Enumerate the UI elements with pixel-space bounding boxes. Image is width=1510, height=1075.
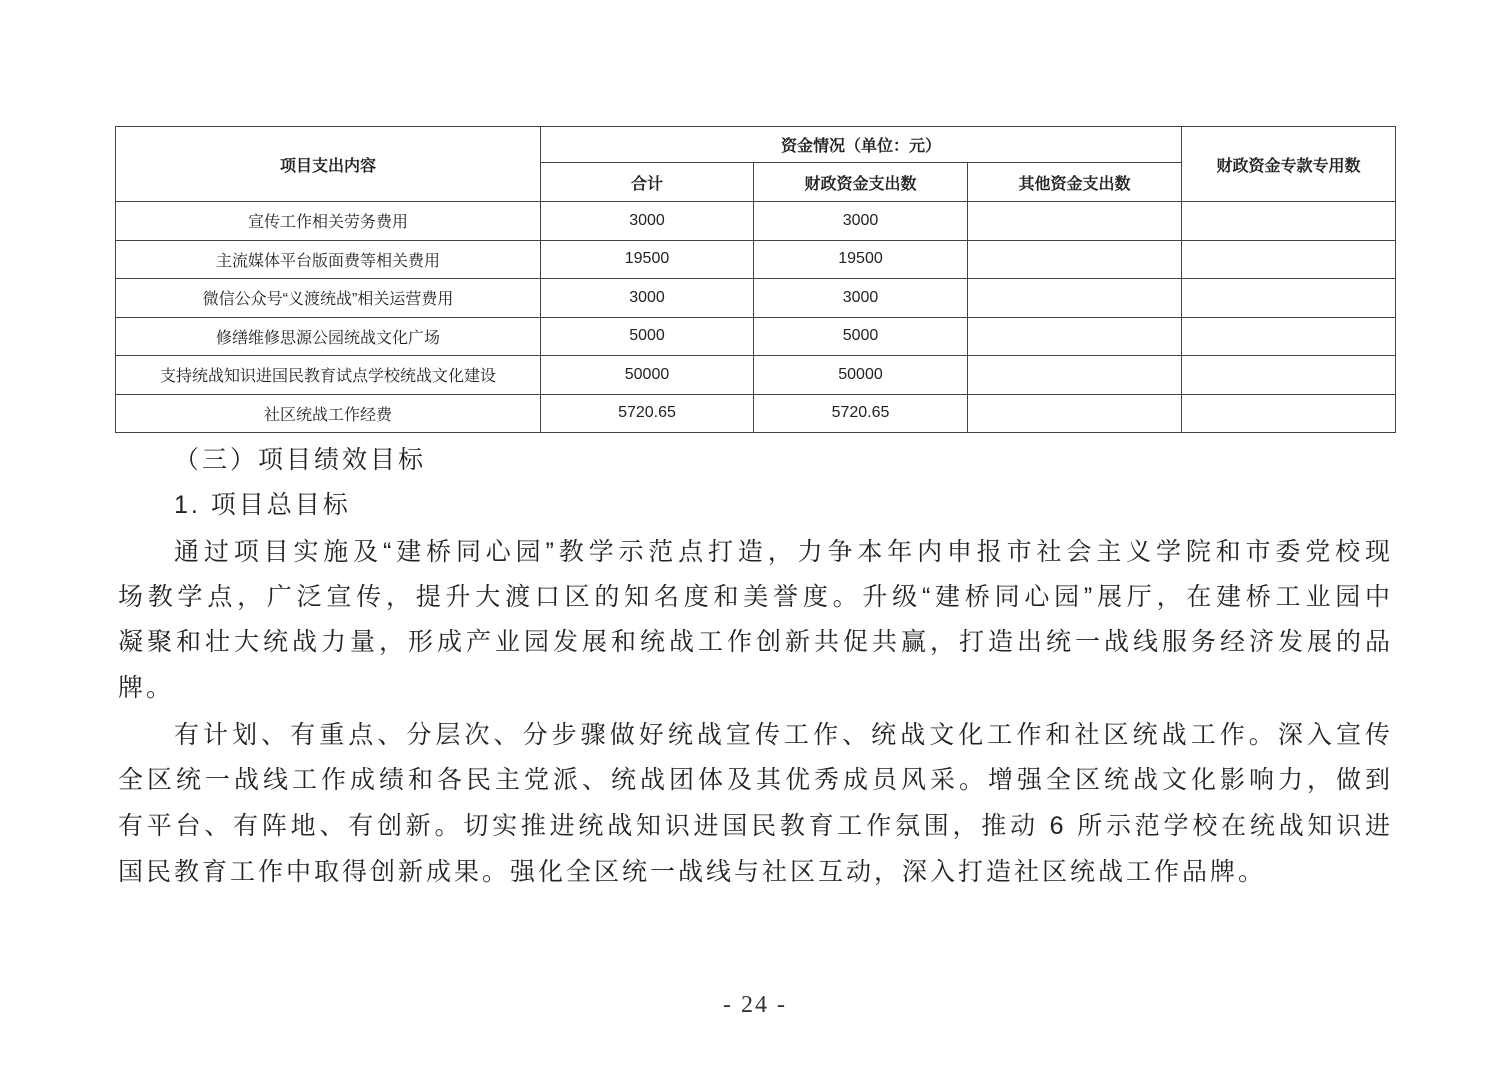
cell-special: [1182, 240, 1396, 279]
cell-total: 19500: [541, 240, 754, 279]
cell-item: 主流媒体平台版面费等相关费用: [116, 240, 541, 279]
table-row: [116, 394, 1396, 433]
table-row: [116, 240, 1396, 279]
paragraph-line: 全区统一战线工作成绩和各民主党派、统战团体及其优秀成员风采。增强全区统战文化影响力，做到: [118, 766, 1393, 794]
cell-item: 微信公众号“义渡统战”相关运营费用: [116, 279, 541, 318]
header-fiscal: 财政资金支出数: [754, 163, 968, 202]
table-row: [116, 356, 1396, 395]
cell-special: [1182, 202, 1396, 241]
cell-other: [968, 202, 1182, 241]
subheading: 1. 项目总目标: [174, 491, 351, 519]
section-heading: （三）项目绩效目标: [174, 446, 427, 474]
funding-table: [115, 126, 1396, 433]
paragraph-line: 凝聚和壮大统战力量，形成产业园发展和统战工作创新共促共赢，打造出统一战线服务经济发展的品: [118, 628, 1393, 656]
cell-fiscal: 3000: [754, 202, 968, 241]
cell-item: 宣传工作相关劳务费用: [116, 202, 541, 241]
cell-fiscal: 3000: [754, 279, 968, 318]
table-row: [116, 202, 1396, 241]
cell-other: [968, 240, 1182, 279]
paragraph-line: 有计划、有重点、分层次、分步骤做好统战宣传工作、统战文化工作和社区统战工作。深入宣传: [174, 721, 1393, 749]
cell-total: 5720.65: [541, 394, 754, 433]
cell-fiscal: 50000: [754, 356, 968, 395]
cell-item: 支持统战知识进国民教育试点学校统战文化建设: [116, 356, 541, 395]
cell-special: [1182, 356, 1396, 395]
header-other: 其他资金支出数: [968, 163, 1182, 202]
paragraph-line: 国民教育工作中取得创新成果。强化全区统一战线与社区互动，深入打造社区统战工作品牌。: [118, 858, 1267, 886]
cell-special: [1182, 279, 1396, 318]
cell-fiscal: 19500: [754, 240, 968, 279]
cell-other: [968, 317, 1182, 356]
cell-total: 50000: [541, 356, 754, 395]
cell-special: [1182, 394, 1396, 433]
table-row: [116, 279, 1396, 318]
paragraph-line: 牌。: [118, 674, 175, 702]
header-total: 合计: [541, 163, 754, 202]
paragraph-line: 场教学点，广泛宣传，提升大渡口区的知名度和美誉度。升级“建桥同心园”展厅，在建桥工业园中: [118, 583, 1393, 611]
cell-total: 3000: [541, 279, 754, 318]
cell-item: 修缮维修思源公园统战文化广场: [116, 317, 541, 356]
cell-fiscal: 5720.65: [754, 394, 968, 433]
page-number: - 24 -: [723, 992, 787, 1018]
cell-total: 5000: [541, 317, 754, 356]
header-special: 财政资金专款专用数: [1182, 127, 1396, 202]
cell-total: 3000: [541, 202, 754, 241]
header-item: 项目支出内容: [116, 127, 541, 202]
table-row: [116, 317, 1396, 356]
header-funds-group: 资金情况（单位：元）: [541, 127, 1182, 163]
cell-special: [1182, 317, 1396, 356]
paragraph-line: 有平台、有阵地、有创新。切实推进统战知识进国民教育工作氛围，推动 6 所示范学校在统战知识进: [118, 812, 1393, 840]
cell-other: [968, 394, 1182, 433]
cell-other: [968, 356, 1182, 395]
cell-fiscal: 5000: [754, 317, 968, 356]
cell-other: [968, 279, 1182, 318]
paragraph-line: 通过项目实施及“建桥同心园”教学示范点打造，力争本年内申报市社会主义学院和市委党校现: [174, 538, 1393, 566]
cell-item: 社区统战工作经费: [116, 394, 541, 433]
